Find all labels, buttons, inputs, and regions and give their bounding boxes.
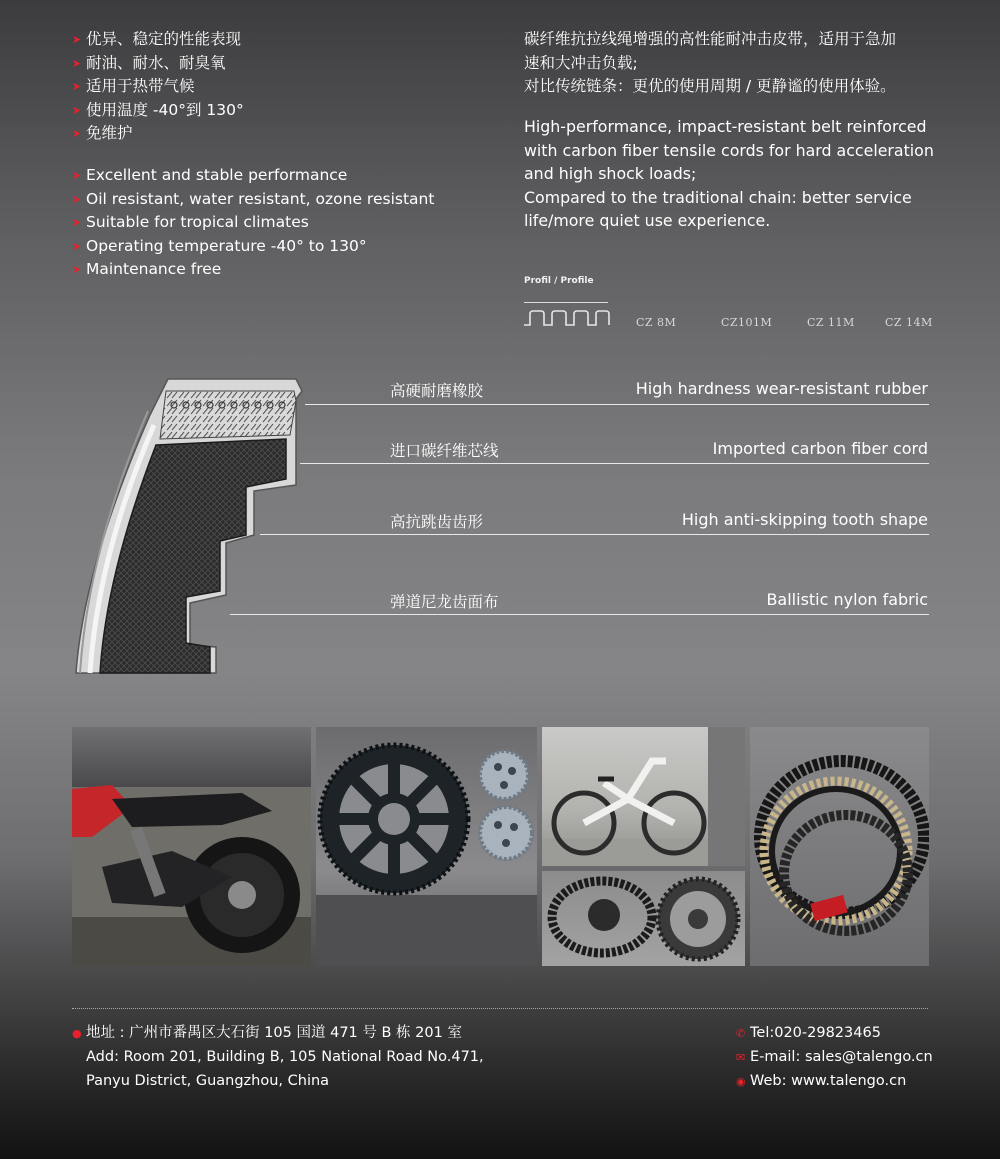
phone-icon: ✆ [736,1027,746,1040]
profile-label: Profil / Profile [524,276,594,286]
profile-code: CZ 14M [885,316,933,329]
tel: ✆ Tel:020-29823465 [736,1021,881,1046]
layer-label-en: Ballistic nylon fabric [766,590,928,609]
feature-item: ➤ Maintenance free [72,258,434,282]
layer-label-cn: 高抗跳齿齿形 [390,513,484,531]
feature-item: ➤ 免维护 [72,122,244,146]
layer-label-en: Imported carbon fiber cord [712,439,928,458]
belt-cross-section-diagram [70,375,310,677]
arrow-right-icon: ➤ [72,127,82,140]
layer-label-cn: 进口碳纤维芯线 [390,442,499,460]
description-cn [524,28,934,99]
arrow-right-icon: ➤ [72,103,82,117]
feature-item: ➤ 耐油、耐水、耐臭氧 [72,52,244,76]
arrow-right-icon: ➤ [72,80,82,93]
globe-icon: ◉ [736,1075,746,1088]
description-line: Compared to the traditional chain: better service [524,187,912,207]
address-cn: ● 地址 : 广州市番禺区大石街 105 国道 471 号 B 栋 201 室 [72,1021,462,1046]
profile-divider [524,302,608,303]
description-line: and high shock loads; [524,164,697,183]
layer-label-cn: 弹道尼龙齿面布 [390,593,499,611]
mail-icon: ✉ [736,1051,746,1064]
motorcycle-photo [72,727,311,966]
description-line: 速和大冲击负载; [524,53,638,72]
feature-item: ➤ Operating temperature -40° to 130° [72,235,434,259]
leader-line [305,404,929,405]
tooth-profile-icon [522,308,612,328]
leader-line [300,463,929,464]
profile-code: CZ101M [721,316,773,329]
email[interactable]: ✉ E-mail: sales@talengo.cn [736,1045,933,1070]
feature-item: ➤ Excellent and stable performance [72,164,434,188]
arrow-right-icon: ➤ [72,239,82,253]
profile-code: CZ 11M [807,316,855,329]
footer-divider [72,1008,928,1009]
sprocket-photo [316,727,537,966]
arrow-right-icon: ➤ [72,192,82,206]
description-en [524,115,934,233]
address-en-line2: Panyu District, Guangzhou, China [86,1073,330,1089]
feature-item: ➤ 适用于热带气候 [72,75,244,99]
feature-item: ➤ Oil resistant, water resistant, ozone resistant [72,188,434,212]
arrow-right-icon: ➤ [72,33,82,46]
description-line: life/more quiet use experience. [524,211,771,230]
arrow-right-icon: ➤ [72,263,82,276]
belts-photo [750,727,929,966]
feature-list-cn [72,28,244,146]
arrow-right-icon: ➤ [72,56,82,70]
description-line: High-performance, impact-resistant belt reinforced [524,117,927,136]
layer-label-cn: 高硬耐磨橡胶 [390,382,484,400]
feature-item: ➤ Suitable for tropical climates [72,211,434,235]
feature-item: ➤ 优异、稳定的性能表现 [72,28,244,52]
feature-item: ➤ 使用温度 -40°到 130° [72,99,244,123]
profile-code: CZ 8M [636,316,677,329]
arrow-right-icon: ➤ [72,216,82,229]
leader-line [260,534,929,535]
location-pin-icon: ● [72,1027,82,1040]
description-line: with carbon fiber tensile cords for hard acceleration [524,140,934,160]
belt-drive-photo [542,871,745,966]
arrow-right-icon: ➤ [72,169,82,182]
description-line: 对比传统链条：更优的使用周期 / 更静谧的使用体验。 [524,77,896,95]
address-en-line1: Add: Room 201, Building B, 105 National Road No.471, [86,1049,484,1065]
website[interactable]: ◉ Web: www.talengo.cn [736,1069,906,1094]
layer-label-en: High anti-skipping tooth shape [681,510,928,529]
description-line: 碳纤维抗拉线绳增强的高性能耐冲击皮带，适用于急加 [524,30,897,48]
layer-label-en: High hardness wear-resistant rubber [635,379,928,398]
bicycle-photo [542,727,745,866]
leader-line [230,614,929,615]
feature-list-en [72,164,434,282]
